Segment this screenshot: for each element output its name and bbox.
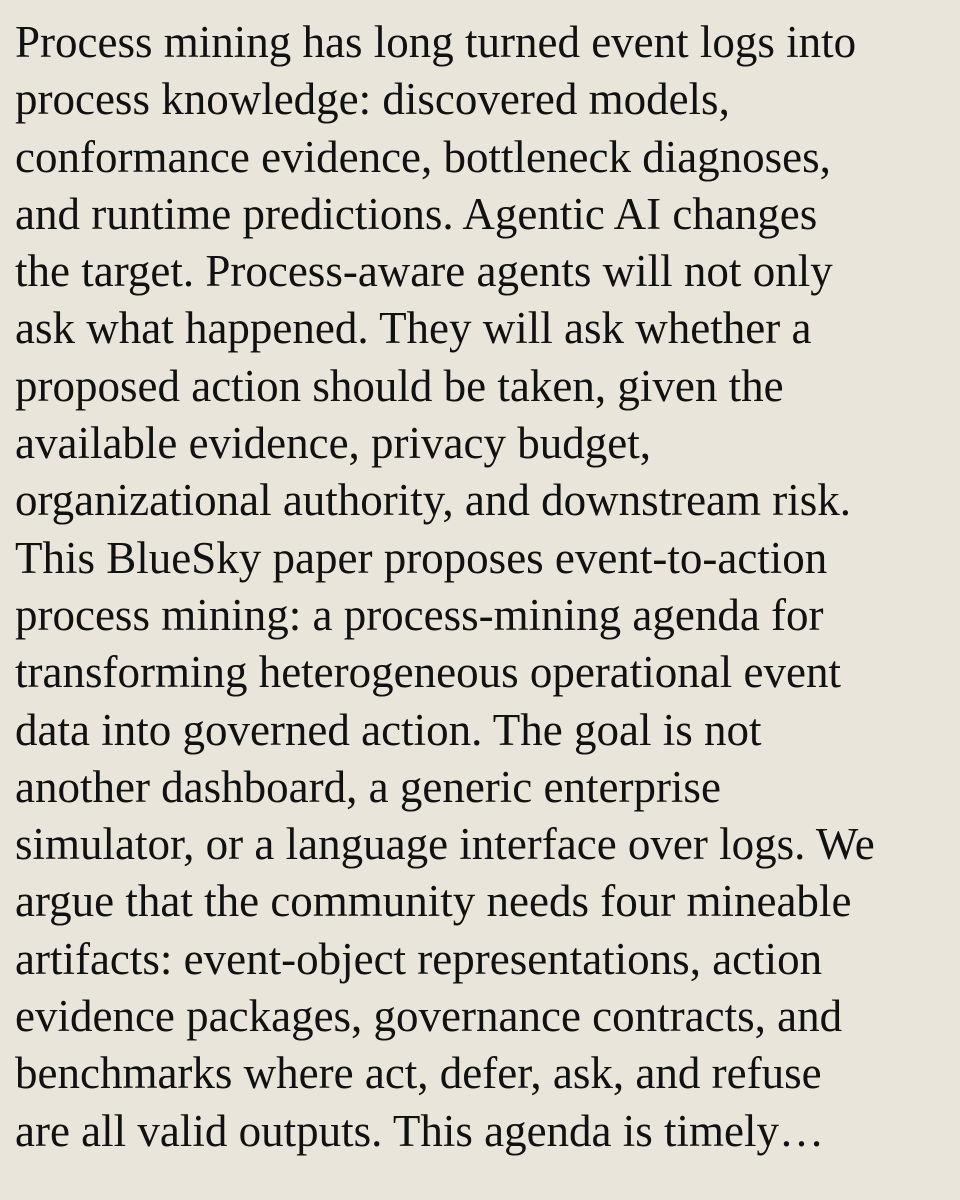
abstract-line: and runtime predictions. Agentic AI changes — [15, 188, 818, 239]
abstract-line: are all valid outputs. This agenda is timely… — [15, 1105, 825, 1156]
abstract-line: process knowledge: discovered models, — [15, 74, 730, 125]
abstract-line: data into governed action. The goal is not — [15, 704, 762, 755]
abstract-text — [15, 14, 960, 1160]
abstract-line: ask what happened. They will ask whether a — [15, 303, 812, 354]
abstract-line: artifacts: event-object representations, action — [15, 933, 823, 984]
abstract-line: the target. Process-aware agents will not only — [15, 246, 833, 297]
abstract-line: This BlueSky paper proposes event-to-action — [15, 532, 828, 583]
abstract-line: transforming heterogeneous operational event — [15, 647, 841, 698]
abstract-line: another dashboard, a generic enterprise — [15, 761, 721, 812]
abstract-line: benchmarks where act, defer, ask, and refuse — [15, 1048, 822, 1099]
abstract-line: simulator, or a language interface over logs. We — [15, 819, 875, 870]
abstract-line: argue that the community needs four mineable — [15, 876, 852, 927]
abstract-line: available evidence, privacy budget, — [15, 418, 651, 469]
abstract-line: Process mining has long turned event logs into — [15, 17, 857, 67]
abstract-line: conformance evidence, bottleneck diagnoses, — [15, 131, 831, 182]
abstract-line: evidence packages, governance contracts, and — [15, 991, 843, 1042]
abstract-line: organizational authority, and downstream risk. — [15, 475, 852, 526]
abstract-line: process mining: a process-mining agenda for — [15, 589, 824, 640]
abstract-line: proposed action should be taken, given the — [15, 360, 784, 411]
